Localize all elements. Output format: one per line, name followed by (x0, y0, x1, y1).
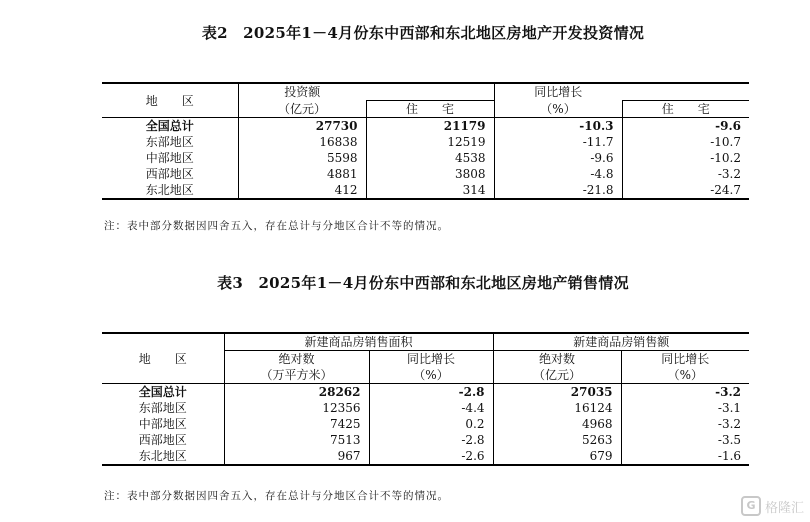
table-row (102, 432, 749, 448)
row-sales: 679 (493, 448, 621, 465)
row-region: 东部地区 (145, 135, 194, 149)
row-residential: 21179 (366, 118, 494, 135)
row-area-yoy: -2.8 (369, 432, 493, 448)
header-yoy-unit: （%） (494, 101, 622, 118)
table-row (102, 134, 749, 150)
row-sales: 5263 (493, 432, 621, 448)
row-sales-yoy: -1.6 (621, 448, 749, 465)
watermark (741, 496, 804, 516)
row-residential: 314 (366, 182, 494, 199)
table2-title: 表2 2025年1－4月份东中西部和东北地区房地产开发投资情况 (201, 24, 645, 42)
row-sales: 16124 (493, 400, 621, 416)
row-investment: 412 (238, 182, 366, 199)
row-region: 东部地区 (138, 401, 187, 415)
row-residential: 4538 (366, 150, 494, 166)
row-area: 7513 (224, 432, 369, 448)
row-region: 东北地区 (102, 182, 238, 199)
investment-table (102, 82, 749, 200)
row-area: 28262 (224, 384, 369, 401)
table3-note: 注：表中部分数据因四舍五入，存在总计与分地区合计不等的情况。 (104, 490, 449, 502)
row-yoy-residential: -10.2 (622, 150, 749, 166)
row-area: 967 (224, 448, 369, 465)
table3-title: 表3 2025年1－4月份东中西部和东北地区房地产销售情况 (217, 274, 629, 292)
watermark-text: 格隆汇 (764, 500, 804, 516)
header-yoy: 同比增长 (494, 83, 622, 101)
gelonghui-logo-icon: G (741, 496, 761, 516)
row-yoy: -4.8 (494, 166, 622, 182)
row-investment: 16838 (238, 134, 366, 150)
row-area: 7425 (224, 416, 369, 432)
row-region: 西部地区 (145, 167, 194, 181)
row-region: 中部地区 (138, 417, 187, 431)
row-investment: 5598 (238, 150, 366, 166)
header-sales-unit: （亿元） (493, 367, 621, 384)
row-investment: 4881 (238, 166, 366, 182)
row-area-yoy: -2.6 (369, 448, 493, 465)
row-region: 全国总计 (145, 119, 194, 133)
table-row (102, 182, 749, 199)
header-sales-yoy-unit: （%） (621, 367, 749, 384)
row-sales: 27035 (493, 384, 621, 401)
table-row (102, 166, 749, 182)
row-region: 西部地区 (138, 433, 187, 447)
row-sales-yoy: -3.2 (621, 384, 749, 401)
table-row (102, 118, 749, 135)
row-yoy-residential: -10.7 (622, 134, 749, 150)
row-sales: 4968 (493, 416, 621, 432)
header-residential: 住 宅 (366, 101, 494, 118)
header-sales-absolute: 绝对数 (493, 351, 621, 368)
row-yoy: -11.7 (494, 134, 622, 150)
row-yoy-residential: -3.2 (622, 166, 749, 182)
row-sales-yoy: -3.2 (621, 416, 749, 432)
row-investment: 27730 (238, 118, 366, 135)
row-region: 中部地区 (145, 151, 194, 165)
header-sales-group: 新建商品房销售额 (493, 333, 749, 351)
header-yoy-residential: 住 宅 (622, 101, 749, 118)
sales-table (102, 332, 749, 466)
header-investment-unit: （亿元） (238, 101, 366, 118)
row-yoy-residential: -24.7 (622, 182, 749, 199)
header-area-group: 新建商品房销售面积 (224, 333, 493, 351)
row-region: 东北地区 (102, 448, 224, 465)
row-area: 12356 (224, 400, 369, 416)
row-area-yoy: -4.4 (369, 400, 493, 416)
row-area-yoy: 0.2 (369, 416, 493, 432)
table-row (102, 384, 749, 401)
header-area-unit: （万平方米） (224, 367, 369, 384)
row-sales-yoy: -3.5 (621, 432, 749, 448)
header-sales-yoy: 同比增长 (621, 351, 749, 368)
header-area-yoy: 同比增长 (369, 351, 493, 368)
header-area-absolute: 绝对数 (224, 351, 369, 368)
table-row (102, 400, 749, 416)
row-area-yoy: -2.8 (369, 384, 493, 401)
row-residential: 12519 (366, 134, 494, 150)
row-sales-yoy: -3.1 (621, 400, 749, 416)
row-yoy: -10.3 (494, 118, 622, 135)
table-row (102, 150, 749, 166)
row-yoy: -21.8 (494, 182, 622, 199)
row-residential: 3808 (366, 166, 494, 182)
table-row (102, 416, 749, 432)
row-yoy: -9.6 (494, 150, 622, 166)
header-area-yoy-unit: （%） (369, 367, 493, 384)
row-yoy-residential: -9.6 (622, 118, 749, 135)
header-investment: 投资额 (238, 83, 366, 101)
table2-note: 注：表中部分数据因四舍五入，存在总计与分地区合计不等的情况。 (104, 220, 449, 232)
table-row (102, 448, 749, 465)
header-region: 地 区 (102, 83, 238, 118)
row-region: 全国总计 (138, 385, 187, 399)
header-region: 地 区 (102, 333, 224, 384)
